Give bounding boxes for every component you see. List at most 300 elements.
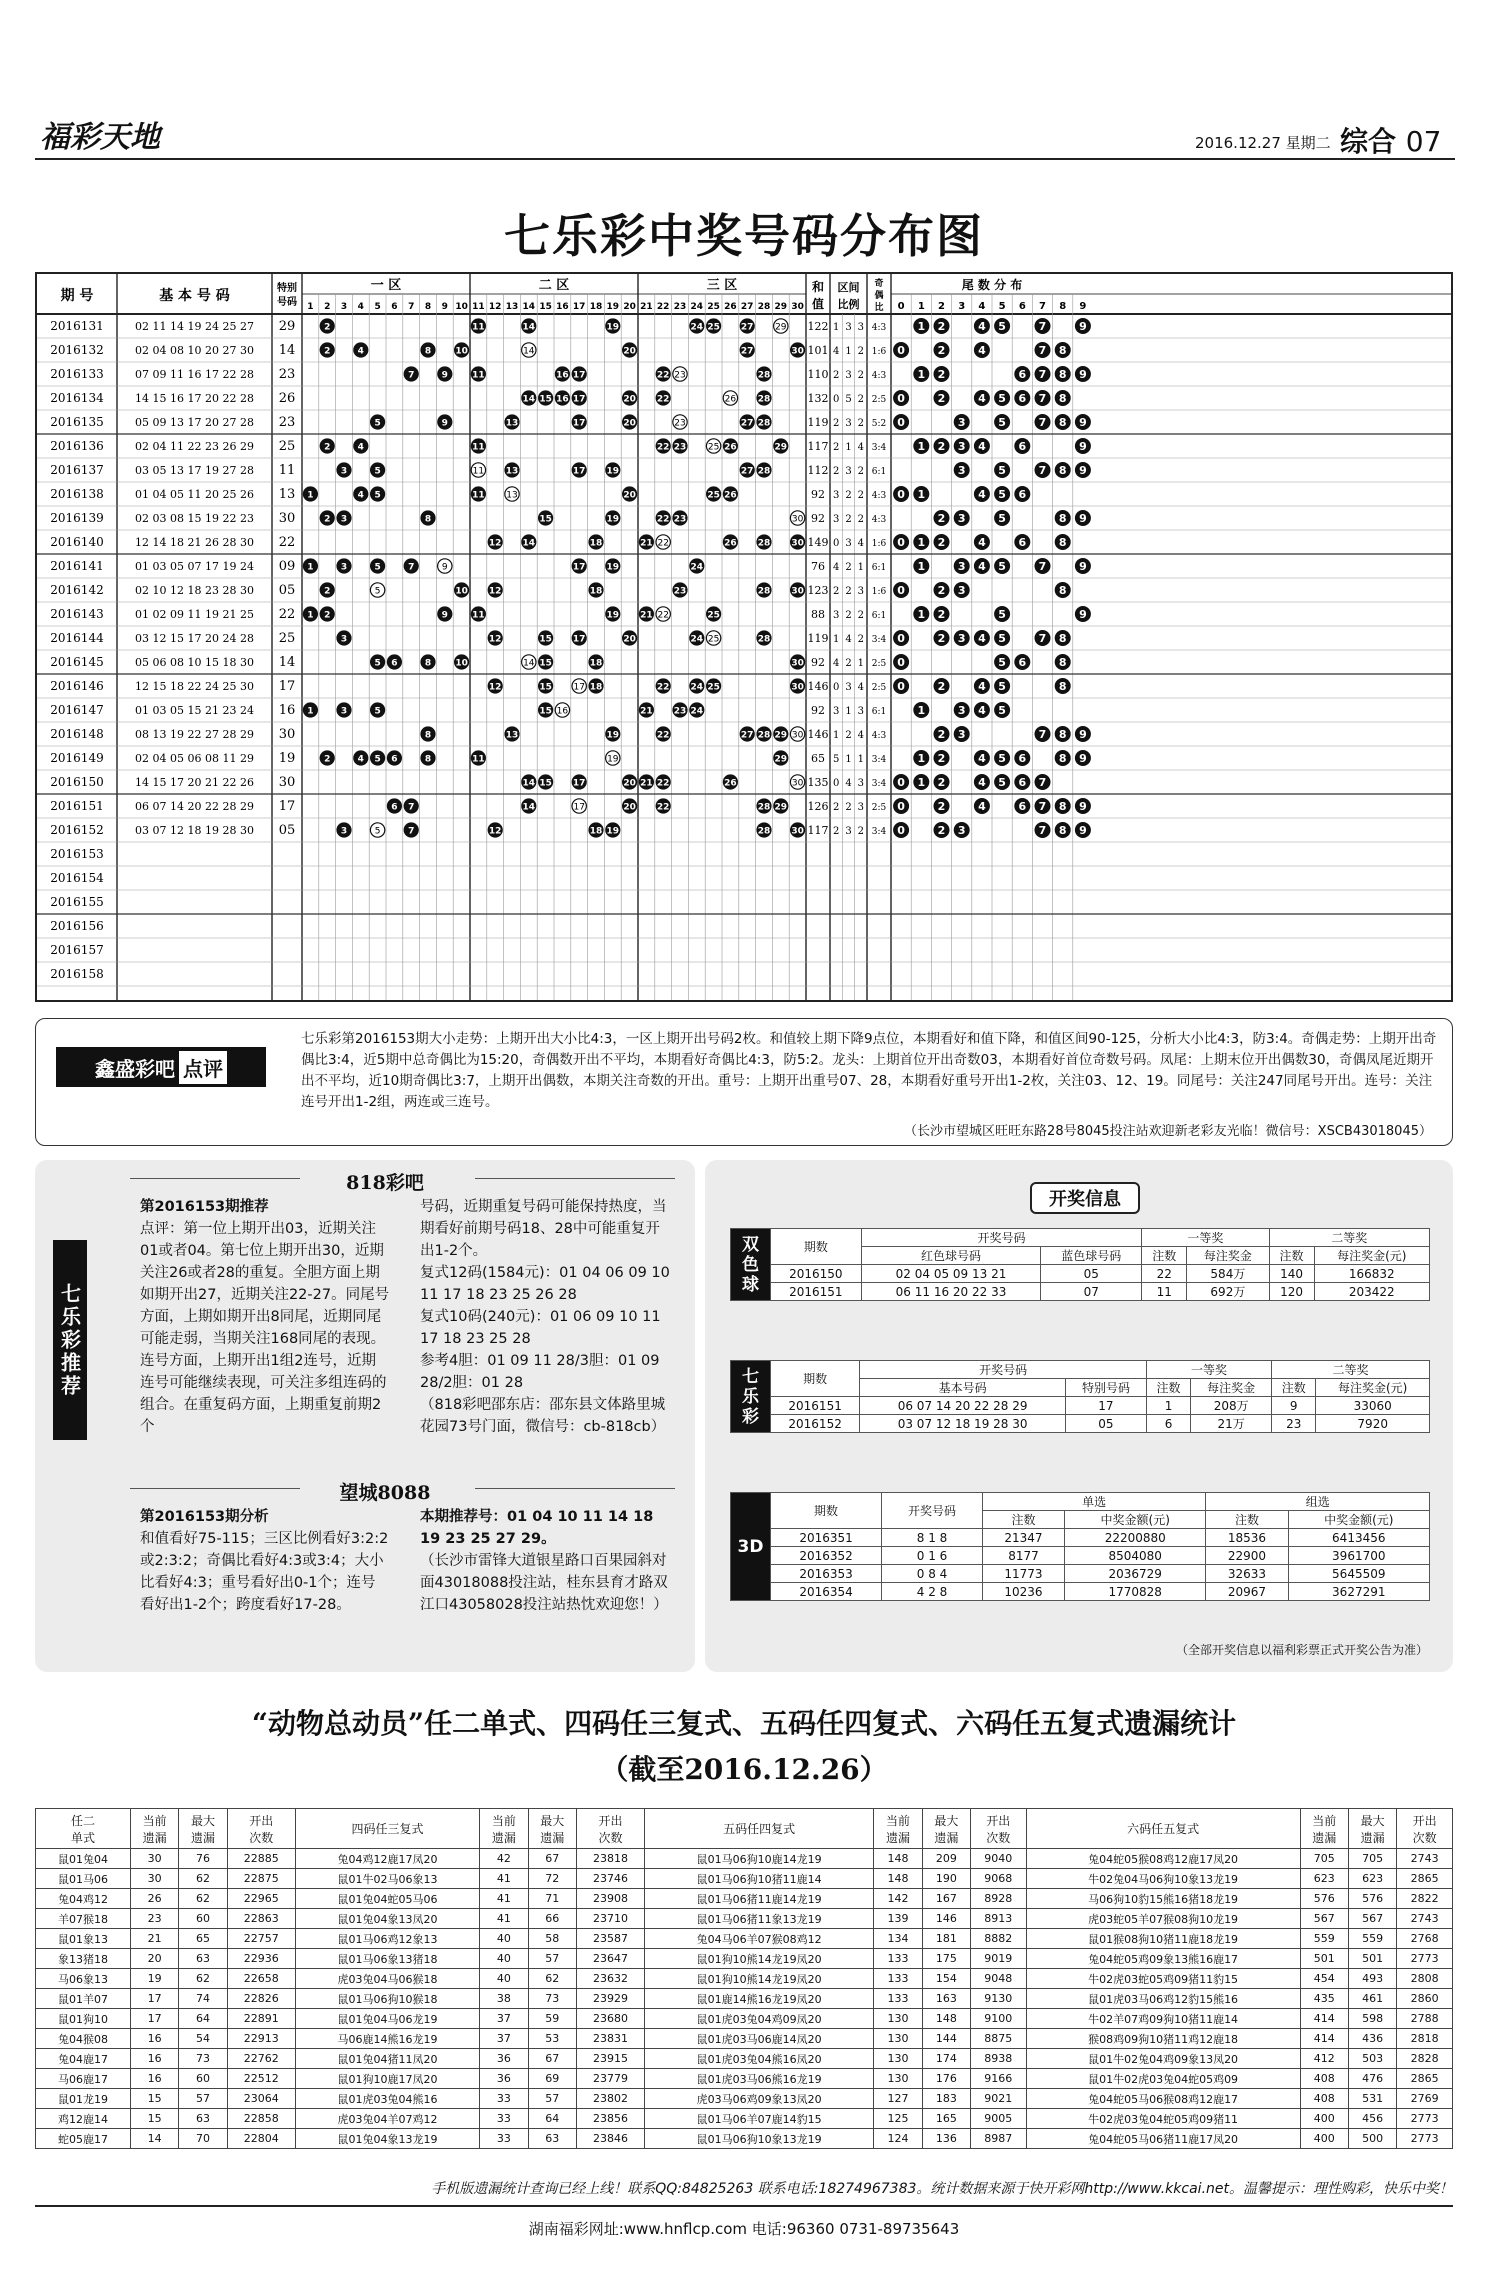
- table-row: [731, 1283, 1430, 1301]
- table-row: [36, 1929, 1453, 1949]
- drawn-ball-label: 30: [791, 346, 804, 357]
- col-head-number: 10: [455, 302, 468, 312]
- special-number-cell: 22: [278, 607, 296, 622]
- table-row: [36, 1909, 1453, 1929]
- tail-ball-label: 6: [1018, 800, 1027, 813]
- basic-numbers-cell: 02 04 11 22 23 26 29: [135, 440, 254, 453]
- col-head-tail: 1: [917, 301, 925, 312]
- draw-info-note: （全部开奖信息以福利彩票正式开奖公告为准）: [1175, 1643, 1428, 1657]
- drawn-ball-label: 28: [757, 826, 771, 837]
- special-ball-label: 17: [573, 682, 585, 693]
- table-cell: 鼠01马06象13猪18: [295, 1949, 479, 1969]
- table-cell: 125: [874, 2109, 922, 2129]
- table-row: [731, 1529, 1430, 1547]
- commentary-sign: （长沙市望城区旺旺东路28号8045投注站欢迎新老彩友光临！微信号：XSCB43018045）: [904, 1124, 1432, 1139]
- stat-title: “动物总动员”任二单式、四码任三复式、五码任四复式、六码任五复式遗漏统计: [251, 1707, 1237, 1740]
- table-cell: 2743: [1397, 1849, 1453, 1869]
- table-cell: 22936: [227, 1949, 295, 1969]
- table-cell: 鼠01兔04蛇05马06: [295, 1889, 479, 1909]
- table-cell: 02 04 05 09 13 21: [861, 1265, 1041, 1283]
- table-cell: 8987: [971, 2129, 1027, 2149]
- drawn-ball-label: 8: [424, 514, 432, 525]
- range-cell: 1: [857, 562, 865, 573]
- period-cell: 2016150: [50, 775, 104, 789]
- table-cell: 181: [922, 1929, 970, 1949]
- drawn-ball-label: 21: [640, 610, 653, 621]
- table-cell: 567: [1348, 1909, 1396, 1929]
- head-cell: 开奖号码: [882, 1493, 983, 1529]
- drawn-ball-label: 13: [505, 418, 519, 429]
- tail-ball-label: 5: [998, 320, 1006, 333]
- subhead-cell: 特别号码: [1065, 1379, 1146, 1397]
- table-cell: 11: [1142, 1283, 1187, 1301]
- table-cell: 76: [179, 1849, 227, 1869]
- tail-ball-label: 5: [998, 680, 1006, 693]
- oe-cell: 1:6: [871, 587, 887, 597]
- tail-ball-label: 0: [897, 416, 905, 429]
- table-cell: 63: [179, 2109, 227, 2129]
- basic-numbers-cell: 01 04 05 11 20 25 26: [135, 488, 254, 501]
- special-ball-label: 22: [657, 610, 669, 621]
- table-cell: 503: [1348, 2049, 1396, 2069]
- tail-ball-label: 8: [1058, 416, 1067, 429]
- drawn-ball-label: 1: [307, 562, 314, 573]
- table-cell: 60: [179, 2069, 227, 2089]
- drawn-ball-label: 22: [656, 442, 670, 453]
- drawn-ball-label: 5: [374, 562, 381, 573]
- tail-ball-label: 5: [998, 752, 1006, 765]
- drawn-ball-label: 11: [472, 322, 485, 333]
- table-cell: 130: [874, 2029, 922, 2049]
- table-cell: 鼠01兔04象13凤20: [295, 1909, 479, 1929]
- table-cell: 22891: [227, 2009, 295, 2029]
- drawn-ball-label: 17: [572, 778, 586, 789]
- drawn-ball-label: 27: [740, 730, 754, 741]
- table-cell: 8 1 8: [882, 1529, 983, 1547]
- oe-cell: 4:3: [871, 731, 887, 741]
- special-ball-label: 9: [441, 562, 448, 573]
- period-cell: 2016155: [50, 895, 104, 909]
- table-cell: 05: [1041, 1265, 1142, 1283]
- table-cell: 鼠01虎03马06鹿14凤20: [645, 2029, 874, 2049]
- col-head-number: 15: [539, 302, 552, 312]
- table-row: [36, 2129, 1453, 2149]
- table-cell: 23929: [576, 1989, 644, 2009]
- tail-ball-label: 7: [1038, 800, 1047, 813]
- drawn-ball-label: 7: [408, 802, 415, 813]
- table-cell: 70: [179, 2129, 227, 2149]
- drawn-ball-label: 7: [408, 370, 415, 381]
- basic-numbers-cell: 14 15 16 17 20 22 28: [135, 392, 254, 405]
- table-cell: 148: [874, 1869, 922, 1889]
- period-cell: 2016148: [50, 727, 104, 741]
- drawn-ball-label: 25: [707, 490, 720, 501]
- drawn-ball-label: 13: [505, 466, 519, 477]
- subhead-cell: 注数: [1146, 1379, 1190, 1397]
- tail-ball-label: 0: [897, 488, 905, 501]
- head-cell: 开奖号码: [861, 1229, 1141, 1247]
- period-cell: 2016134: [50, 391, 104, 405]
- tail-ball-label: 1: [917, 488, 926, 501]
- table-cell: 53: [528, 2029, 576, 2049]
- col-head-period: 期 号: [60, 288, 94, 304]
- table-cell: 鼠01马06猪11象13龙19: [645, 1909, 874, 1929]
- tail-ball-label: 8: [1058, 344, 1067, 357]
- sum-cell: 88: [811, 608, 825, 621]
- col-head-number: 26: [724, 302, 737, 312]
- table-cell: 412: [1300, 2049, 1348, 2069]
- header-rule: [35, 158, 1455, 160]
- drawn-ball-label: 28: [757, 418, 771, 429]
- table-cell: 兔04蛇05马06猪11鹿17凤20: [1026, 2129, 1300, 2149]
- head-cell: 单选: [982, 1493, 1206, 1511]
- oe-cell: 3:4: [871, 443, 887, 453]
- sum-cell: 117: [807, 440, 829, 453]
- tail-ball-label: 0: [897, 680, 905, 693]
- table-cell: 鼠01牛02马06象13: [295, 1869, 479, 1889]
- table-cell: 兔04猴08: [36, 2029, 131, 2049]
- table-cell: 鸡12鹿14: [36, 2109, 131, 2129]
- table-cell: 鼠01兔04象13龙19: [295, 2129, 479, 2149]
- drawn-ball-label: 10: [455, 658, 468, 669]
- table-cell: 17: [1065, 1397, 1146, 1415]
- head-cell: 期数: [771, 1229, 862, 1265]
- subhead-cell: 每注奖金(元): [1314, 1247, 1429, 1265]
- table-cell: 03 07 12 18 19 28 30: [860, 1415, 1066, 1433]
- table-cell: 23856: [576, 2109, 644, 2129]
- table-cell: 40: [480, 1969, 528, 1989]
- table-cell: 鼠01兔04猪11凤20: [295, 2049, 479, 2069]
- range-cell: 4: [857, 442, 865, 453]
- col-head-number: 8: [424, 302, 432, 312]
- table-cell: 牛02羊07鸡09狗10猪11鹿14: [1026, 2009, 1300, 2029]
- table-row: [36, 1849, 1453, 1869]
- table-cell: 23746: [576, 1869, 644, 1889]
- table-cell: 鼠01狗10熊14龙19凤20: [645, 1949, 874, 1969]
- drawn-ball-label: 23: [673, 442, 687, 453]
- range-cell: 2: [857, 610, 865, 621]
- tail-ball-label: 5: [998, 632, 1006, 645]
- table-row: [36, 1969, 1453, 1989]
- table-cell: 22826: [227, 1989, 295, 2009]
- special-ball-label: 26: [724, 394, 737, 405]
- drawn-ball-label: 20: [623, 418, 636, 429]
- col-head-number: 30: [791, 302, 804, 312]
- range-cell: 4: [845, 778, 852, 789]
- range-cell: 1: [832, 634, 840, 645]
- tail-ball-label: 9: [1079, 512, 1087, 525]
- tail-ball-label: 4: [978, 632, 986, 645]
- col-head-tail: 7: [1039, 301, 1046, 312]
- drawn-ball-label: 18: [589, 538, 603, 549]
- table-cell: 9100: [971, 2009, 1027, 2029]
- drawn-ball-label: 8: [424, 346, 432, 357]
- range-cell: 2: [857, 346, 865, 357]
- range-cell: 2: [857, 466, 865, 477]
- subhead-cell: 基本号码: [860, 1379, 1066, 1397]
- table-cell: 马06象13: [36, 1969, 131, 1989]
- drawn-ball-label: 16: [556, 394, 569, 405]
- sum-cell: 135: [807, 776, 829, 789]
- range-cell: 2: [857, 634, 865, 645]
- col-head-basic: 基 本 号 码: [159, 288, 230, 304]
- tail-ball-label: 9: [1079, 824, 1087, 837]
- period-cell: 2016151: [50, 799, 104, 813]
- drawn-ball-label: 11: [472, 442, 485, 453]
- period-cell: 2016154: [50, 871, 104, 885]
- footer-contact: 湖南福彩网址:www.hnflcp.com 电话:96360 0731-89735643: [528, 2220, 960, 2238]
- table-cell: 鼠01牛02兔04鸡09象13凤20: [1026, 2049, 1300, 2069]
- oe-cell: 3:4: [871, 755, 887, 765]
- tail-ball-label: 2: [937, 344, 946, 357]
- drawn-ball-label: 18: [589, 682, 603, 693]
- table-cell: 2016152: [771, 1415, 860, 1433]
- table-row: [36, 2029, 1453, 2049]
- table-cell: 8882: [971, 1929, 1027, 1949]
- table-cell: 18536: [1206, 1529, 1288, 1547]
- sum-cell: 112: [807, 464, 829, 477]
- range-cell: 1: [845, 442, 852, 453]
- basic-numbers-cell: 03 05 13 17 19 27 28: [135, 464, 254, 477]
- table-cell: 9068: [971, 1869, 1027, 1889]
- table-cell: 414: [1300, 2009, 1348, 2029]
- range-cell: 3: [857, 322, 865, 333]
- table-cell: 22512: [227, 2069, 295, 2089]
- special-number-cell: 16: [278, 703, 296, 718]
- basic-numbers-cell: 12 15 18 22 24 25 30: [135, 680, 254, 693]
- tail-ball-label: 8: [1058, 392, 1067, 405]
- table-cell: 16: [130, 2049, 178, 2069]
- table-cell: 23710: [576, 1909, 644, 1929]
- table-cell: 21: [130, 1929, 178, 1949]
- tail-ball-label: 2: [937, 608, 946, 621]
- table-cell: 705: [1348, 1849, 1396, 1869]
- special-number-cell: 23: [278, 367, 296, 382]
- tail-ball-label: 9: [1079, 728, 1087, 741]
- col-head-number: 20: [623, 302, 636, 312]
- range-cell: 3: [832, 514, 840, 525]
- table-cell: 兔04蛇05鸡09象13熊16鹿17: [1026, 1949, 1300, 1969]
- table-cell: 154: [922, 1969, 970, 1989]
- tail-ball-label: 5: [998, 776, 1006, 789]
- table-cell: 20967: [1206, 1583, 1288, 1601]
- table-cell: 06 07 14 20 22 28 29: [860, 1397, 1066, 1415]
- table-cell: 2016354: [771, 1583, 882, 1601]
- table-cell: 05: [1065, 1415, 1146, 1433]
- range-cell: 3: [845, 538, 852, 549]
- drawn-ball-label: 25: [707, 322, 720, 333]
- col-head-number: 28: [757, 302, 771, 312]
- table-cell: 鼠01鹿14熊16龙19凤20: [645, 1989, 874, 2009]
- table-cell: 牛02兔04马06狗10象13龙19: [1026, 1869, 1300, 1889]
- col-head-number: 24: [690, 302, 704, 312]
- tail-ball-label: 9: [1079, 440, 1087, 453]
- period-cell: 2016152: [50, 823, 104, 837]
- special-number-cell: 23: [278, 415, 296, 430]
- tail-ball-label: 3: [957, 704, 966, 717]
- table-cell: 8875: [971, 2029, 1027, 2049]
- table-cell: 146: [922, 1909, 970, 1929]
- drawn-ball-label: 24: [690, 634, 704, 645]
- range-cell: 2: [845, 586, 852, 597]
- period-cell: 2016131: [50, 319, 104, 333]
- table-cell: 4 2 8: [882, 1583, 983, 1601]
- header-cell: 最大 遗漏: [922, 1809, 970, 1849]
- oe-cell: 3:4: [871, 779, 887, 789]
- sum-cell: 92: [811, 656, 825, 669]
- table-cell: 166832: [1314, 1265, 1429, 1283]
- table-cell: 22: [1142, 1265, 1187, 1283]
- table-cell: 559: [1348, 1929, 1396, 1949]
- period-cell: 2016132: [50, 343, 104, 357]
- col-head-range: 区间: [837, 281, 860, 294]
- special-number-cell: 19: [278, 751, 296, 766]
- drawn-ball-label: 20: [623, 634, 636, 645]
- range-cell: 2: [845, 730, 852, 741]
- tail-ball-label: 5: [998, 392, 1006, 405]
- table-cell: 2768: [1397, 1929, 1453, 1949]
- table-cell: 73: [179, 2049, 227, 2069]
- range-cell: 2: [845, 610, 852, 621]
- drawn-ball-label: 3: [340, 514, 348, 525]
- period-cell: 2016156: [50, 919, 104, 933]
- drawn-ball-label: 18: [589, 658, 603, 669]
- table-cell: 鼠01虎03马06鸡12豹15熊16: [1026, 1989, 1300, 2009]
- range-cell: 3: [845, 826, 852, 837]
- col-head-number: 17: [572, 302, 586, 312]
- table-cell: 鼠01虎03兔04熊16凤20: [645, 2049, 874, 2069]
- table-cell: 30: [130, 1849, 178, 1869]
- tail-ball-label: 1: [917, 704, 926, 717]
- drawn-ball-label: 19: [606, 562, 620, 573]
- tail-ball-label: 4: [978, 680, 986, 693]
- drawn-ball-label: 2: [324, 514, 331, 525]
- table-cell: 67: [528, 2049, 576, 2069]
- table-cell: 2016151: [771, 1397, 860, 1415]
- special-number-cell: 22: [278, 535, 296, 550]
- table-cell: 马06鹿17: [36, 2069, 131, 2089]
- special-ball-label: 16: [556, 706, 569, 717]
- period-cell: 2016143: [50, 607, 104, 621]
- table-cell: 2828: [1397, 2049, 1453, 2069]
- table-cell: 20: [130, 1949, 178, 1969]
- special-number-cell: 14: [278, 655, 296, 670]
- header-cell: 开出 次数: [227, 1809, 295, 1849]
- table-cell: 414: [1300, 2029, 1348, 2049]
- tail-ball-label: 7: [1038, 464, 1047, 477]
- recommend-head-2: 望城8088: [339, 1482, 431, 1504]
- table-cell: 133: [874, 1949, 922, 1969]
- drawn-ball-label: 11: [472, 610, 485, 621]
- table-cell: 163: [922, 1989, 970, 2009]
- drawn-ball-label: 19: [606, 514, 620, 525]
- tail-ball-label: 9: [1079, 800, 1087, 813]
- tail-ball-label: 2: [937, 728, 946, 741]
- drawn-ball-label: 22: [656, 370, 670, 381]
- header-cell: 当前 遗漏: [480, 1809, 528, 1849]
- drawn-ball-label: 23: [673, 586, 687, 597]
- range-cell: 4: [857, 538, 865, 549]
- drawn-ball-label: 1: [307, 706, 314, 717]
- recommend-head-1: 818彩吧: [346, 1172, 424, 1194]
- range-cell: 2: [845, 514, 852, 525]
- drawn-ball-label: 20: [623, 346, 636, 357]
- drawn-ball-label: 27: [740, 466, 754, 477]
- drawn-ball-label: 5: [374, 754, 381, 765]
- table-cell: 692万: [1187, 1283, 1269, 1301]
- table-cell: 鼠01龙19: [36, 2089, 131, 2109]
- special-ball-label: 5: [374, 586, 381, 597]
- table-cell: 22913: [227, 2029, 295, 2049]
- drawn-ball-label: 25: [707, 610, 720, 621]
- range-cell: 2: [832, 826, 840, 837]
- head-cell: 一等奖: [1142, 1229, 1269, 1247]
- col-head-number: 16: [556, 302, 569, 312]
- drawn-ball-label: 17: [572, 394, 586, 405]
- table-row: [36, 2089, 1453, 2109]
- header-cell: 任二 单式: [36, 1809, 131, 1849]
- period-cell: 2016145: [50, 655, 104, 669]
- table-cell: 41: [480, 1869, 528, 1889]
- sum-cell: 126: [807, 800, 829, 813]
- tail-ball-label: 6: [1018, 368, 1027, 381]
- table-header-row: [36, 1809, 1453, 1849]
- drawn-ball-label: 12: [488, 634, 502, 645]
- table-row: [36, 2109, 1453, 2129]
- tail-ball-label: 8: [1058, 752, 1067, 765]
- special-number-cell: 30: [278, 727, 296, 742]
- range-cell: 0: [832, 538, 840, 549]
- range-cell: 1: [845, 706, 852, 717]
- sum-cell: 119: [807, 632, 829, 645]
- table-cell: 猴08鸡09狗10猪11鸡12鹿18: [1026, 2029, 1300, 2049]
- table-cell: 1770828: [1065, 1583, 1206, 1601]
- drawn-ball-label: 2: [324, 754, 331, 765]
- table-cell: 531: [1348, 2089, 1396, 2109]
- drawn-ball-label: 29: [774, 442, 788, 453]
- table-cell: 33: [480, 2089, 528, 2109]
- drawn-ball-label: 30: [791, 826, 804, 837]
- col-head-tail: 6: [1018, 301, 1026, 312]
- table-cell: 400: [1300, 2129, 1348, 2149]
- table-cell: 1: [1146, 1397, 1190, 1415]
- table-cell: 493: [1348, 1969, 1396, 1989]
- special-ball-label: 30: [791, 778, 804, 789]
- table-cell: 461: [1348, 1989, 1396, 2009]
- masthead-logo: 福彩天地: [40, 120, 160, 155]
- header-cell: 最大 遗漏: [179, 1809, 227, 1849]
- table-cell: 象13猪18: [36, 1949, 131, 1969]
- tail-ball-label: 3: [957, 728, 966, 741]
- table-cell: 501: [1348, 1949, 1396, 1969]
- oe-cell: 2:5: [871, 683, 887, 693]
- special-number-cell: 05: [278, 583, 296, 598]
- drawn-ball-label: 19: [606, 322, 620, 333]
- col-head-range: 比例: [837, 298, 860, 311]
- lottery-side-label: 3D: [731, 1493, 771, 1601]
- drawn-ball-label: 24: [690, 682, 704, 693]
- period-cell: 2016157: [50, 943, 104, 957]
- table-cell: 41: [480, 1909, 528, 1929]
- table-cell: 23818: [576, 1849, 644, 1869]
- oe-cell: 6:1: [871, 467, 887, 477]
- tail-ball-label: 5: [998, 560, 1006, 573]
- head-cell: 期数: [771, 1361, 860, 1397]
- range-cell: 4: [832, 346, 840, 357]
- table-cell: 183: [922, 2089, 970, 2109]
- sum-cell: 132: [807, 392, 829, 405]
- drawn-ball-label: 18: [589, 586, 603, 597]
